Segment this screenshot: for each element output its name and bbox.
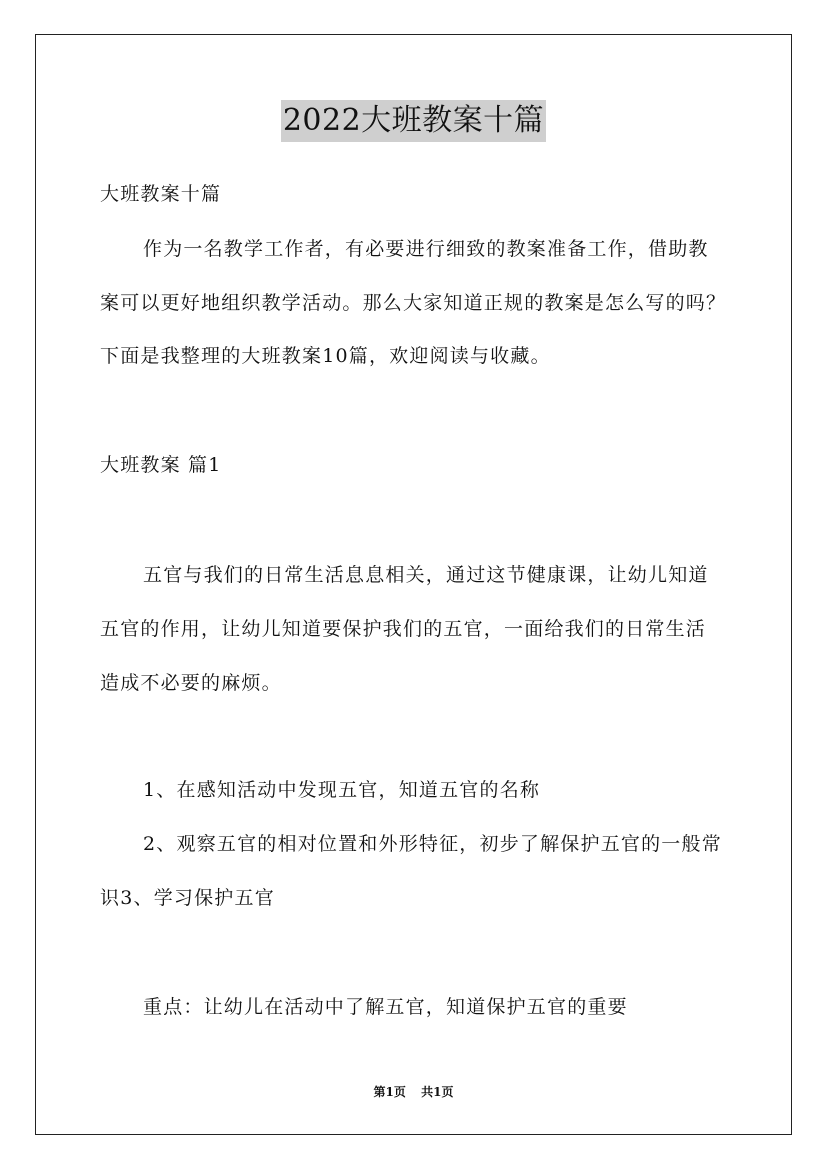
intro-line-2: 案可以更好地组织教学活动。那么大家知道正规的教案是怎么写的吗？: [100, 292, 727, 314]
intro-line-1: 作为一名教学工作者，有必要进行细致的教案准备工作，借助教: [143, 238, 709, 260]
goal-line-2: 2、观察五官的相对位置和外形特征，初步了解保护五官的一般常: [143, 833, 722, 855]
page-footer: [0, 1084, 827, 1100]
section-line-1: 五官与我们的日常生活息息相关，通过这节健康课，让幼儿知道: [143, 564, 709, 586]
goal-line-1: 1、在感知活动中发现五官，知道五官的名称: [143, 779, 541, 801]
page-number: 第1页: [373, 1085, 406, 1099]
title-container: [0, 100, 827, 142]
document-title: 2022大班教案十篇: [281, 100, 546, 142]
key-point: 重点：让幼儿在活动中了解五官，知道保护五官的重要: [143, 996, 628, 1018]
section-line-2: 五官的作用，让幼儿知道要保护我们的五官，一面给我们的日常生活: [100, 618, 707, 640]
goal-line-3: 识3、学习保护五官: [100, 887, 275, 909]
document-subtitle: 大班教案十篇: [100, 183, 222, 205]
page-total: 共1页: [421, 1085, 454, 1099]
section-line-3: 造成不必要的麻烦。: [100, 672, 282, 694]
intro-line-3: 下面是我整理的大班教案10篇，欢迎阅读与收藏。: [100, 345, 551, 367]
section-heading: 大班教案 篇1: [100, 454, 222, 476]
